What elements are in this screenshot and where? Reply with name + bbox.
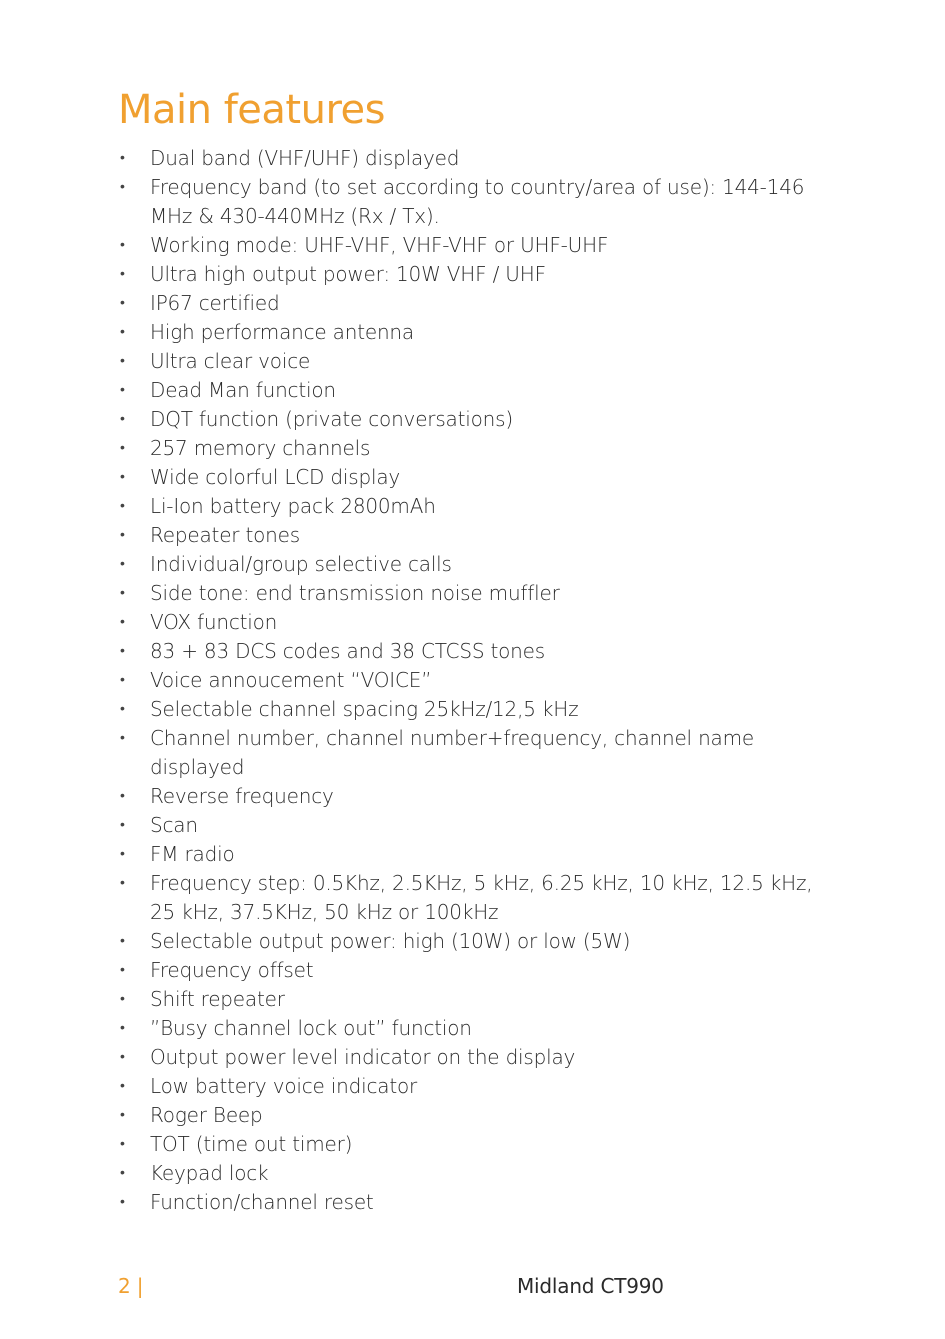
feature-text: Frequency band (to set according to country/area of use): 144-146 MHz & 430-440MHz (Rx / Tx). xyxy=(150,175,805,228)
bullet-icon: • xyxy=(120,701,125,717)
feature-text: Voice annoucement “VOICE” xyxy=(150,668,432,692)
list-item xyxy=(118,376,838,405)
list-item xyxy=(118,1159,838,1188)
bullet-icon: • xyxy=(120,1107,125,1123)
list-item xyxy=(118,550,838,579)
list-item xyxy=(118,840,838,869)
feature-text: Side tone: end transmission noise muffler xyxy=(150,581,560,605)
bullet-icon: • xyxy=(120,440,125,456)
list-item xyxy=(118,927,838,956)
list-item xyxy=(118,260,838,289)
bullet-icon: • xyxy=(120,643,125,659)
feature-list xyxy=(118,144,838,1217)
feature-text: Ultra high output power: 10W VHF / UHF xyxy=(150,262,546,286)
list-item xyxy=(118,1101,838,1130)
list-item xyxy=(118,724,838,782)
feature-text: Working mode: UHF-VHF, VHF-VHF or UHF-UHF xyxy=(150,233,609,257)
bullet-icon: • xyxy=(120,614,125,630)
feature-text: Dead Man function xyxy=(150,378,336,402)
list-item xyxy=(118,666,838,695)
feature-text: Keypad lock xyxy=(150,1161,269,1185)
feature-text: Selectable output power: high (10W) or low (5W) xyxy=(150,929,631,953)
list-item xyxy=(118,1130,838,1159)
page-title: Main features xyxy=(118,87,385,133)
bullet-icon: • xyxy=(120,411,125,427)
bullet-icon: • xyxy=(120,1194,125,1210)
feature-text: Wide colorful LCD display xyxy=(150,465,401,489)
feature-text: Roger Beep xyxy=(150,1103,263,1127)
list-item xyxy=(118,231,838,260)
bullet-icon: • xyxy=(120,266,125,282)
feature-text: Reverse frequency xyxy=(150,784,334,808)
footer-page-number xyxy=(118,1272,143,1300)
feature-text: Frequency offset xyxy=(150,958,314,982)
list-item xyxy=(118,144,838,173)
feature-text: Frequency step: 0.5Khz, 2.5KHz, 5 kHz, 6.25 kHz, 10 kHz, 12.5 kHz, 25 kHz, 37.5KHz, 50 kHz or 100kHz xyxy=(150,871,813,924)
list-item xyxy=(118,1043,838,1072)
bullet-icon: • xyxy=(120,382,125,398)
bullet-icon: • xyxy=(120,817,125,833)
feature-text: FM radio xyxy=(150,842,235,866)
feature-text: Selectable channel spacing 25kHz/12,5 kHz xyxy=(150,697,579,721)
bullet-icon: • xyxy=(120,179,125,195)
bullet-icon: • xyxy=(120,527,125,543)
list-item xyxy=(118,956,838,985)
feature-text: VOX function xyxy=(150,610,278,634)
footer-model-name: Midland CT990 xyxy=(517,1274,664,1298)
list-item xyxy=(118,405,838,434)
page-number: 2 xyxy=(118,1274,131,1298)
bullet-icon: • xyxy=(120,585,125,601)
bullet-icon: • xyxy=(120,237,125,253)
feature-text: Repeater tones xyxy=(150,523,300,547)
bullet-icon: • xyxy=(120,788,125,804)
feature-text: Scan xyxy=(150,813,198,837)
bullet-icon: • xyxy=(120,1165,125,1181)
bullet-icon: • xyxy=(120,991,125,1007)
list-item xyxy=(118,1014,838,1043)
list-item xyxy=(118,521,838,550)
bullet-icon: • xyxy=(120,324,125,340)
bullet-icon: • xyxy=(120,1136,125,1152)
bullet-icon: • xyxy=(120,469,125,485)
footer-separator: | xyxy=(136,1274,144,1298)
feature-text: Dual band (VHF/UHF) displayed xyxy=(150,146,460,170)
feature-text: IP67 certified xyxy=(150,291,280,315)
bullet-icon: • xyxy=(120,730,125,746)
bullet-icon: • xyxy=(120,962,125,978)
bullet-icon: • xyxy=(120,1049,125,1065)
bullet-icon: • xyxy=(120,498,125,514)
bullet-icon: • xyxy=(120,150,125,166)
feature-text: Shift repeater xyxy=(150,987,285,1011)
feature-text: Channel number, channel number+frequency, channel name displayed xyxy=(150,726,754,779)
bullet-icon: • xyxy=(120,295,125,311)
list-item xyxy=(118,637,838,666)
bullet-icon: • xyxy=(120,672,125,688)
list-item xyxy=(118,869,838,927)
bullet-icon: • xyxy=(120,556,125,572)
bullet-icon: • xyxy=(120,1078,125,1094)
feature-text: Low battery voice indicator xyxy=(150,1074,418,1098)
feature-text: Output power level indicator on the display xyxy=(150,1045,576,1069)
list-item xyxy=(118,463,838,492)
list-item xyxy=(118,1072,838,1101)
bullet-icon: • xyxy=(120,353,125,369)
list-item xyxy=(118,347,838,376)
list-item xyxy=(118,579,838,608)
list-item xyxy=(118,492,838,521)
feature-text: Individual/group selective calls xyxy=(150,552,452,576)
feature-text: Ultra clear voice xyxy=(150,349,311,373)
list-item xyxy=(118,811,838,840)
feature-text: TOT (time out timer) xyxy=(150,1132,353,1156)
bullet-icon: • xyxy=(120,933,125,949)
bullet-icon: • xyxy=(120,1020,125,1036)
feature-text: High performance antenna xyxy=(150,320,414,344)
bullet-icon: • xyxy=(120,875,125,891)
feature-text: 257 memory channels xyxy=(150,436,371,460)
feature-text: Function/channel reset xyxy=(150,1190,374,1214)
list-item xyxy=(118,289,838,318)
list-item xyxy=(118,985,838,1014)
feature-text: 83 + 83 DCS codes and 38 CTCSS tones xyxy=(150,639,545,663)
feature-text: Li-Ion battery pack 2800mAh xyxy=(150,494,436,518)
list-item xyxy=(118,173,838,231)
list-item xyxy=(118,695,838,724)
list-item xyxy=(118,318,838,347)
bullet-icon: • xyxy=(120,846,125,862)
list-item xyxy=(118,434,838,463)
list-item xyxy=(118,1188,838,1217)
feature-text: ”Busy channel lock out” function xyxy=(150,1016,472,1040)
list-item xyxy=(118,782,838,811)
feature-text: DQT function (private conversations) xyxy=(150,407,513,431)
list-item xyxy=(118,608,838,637)
